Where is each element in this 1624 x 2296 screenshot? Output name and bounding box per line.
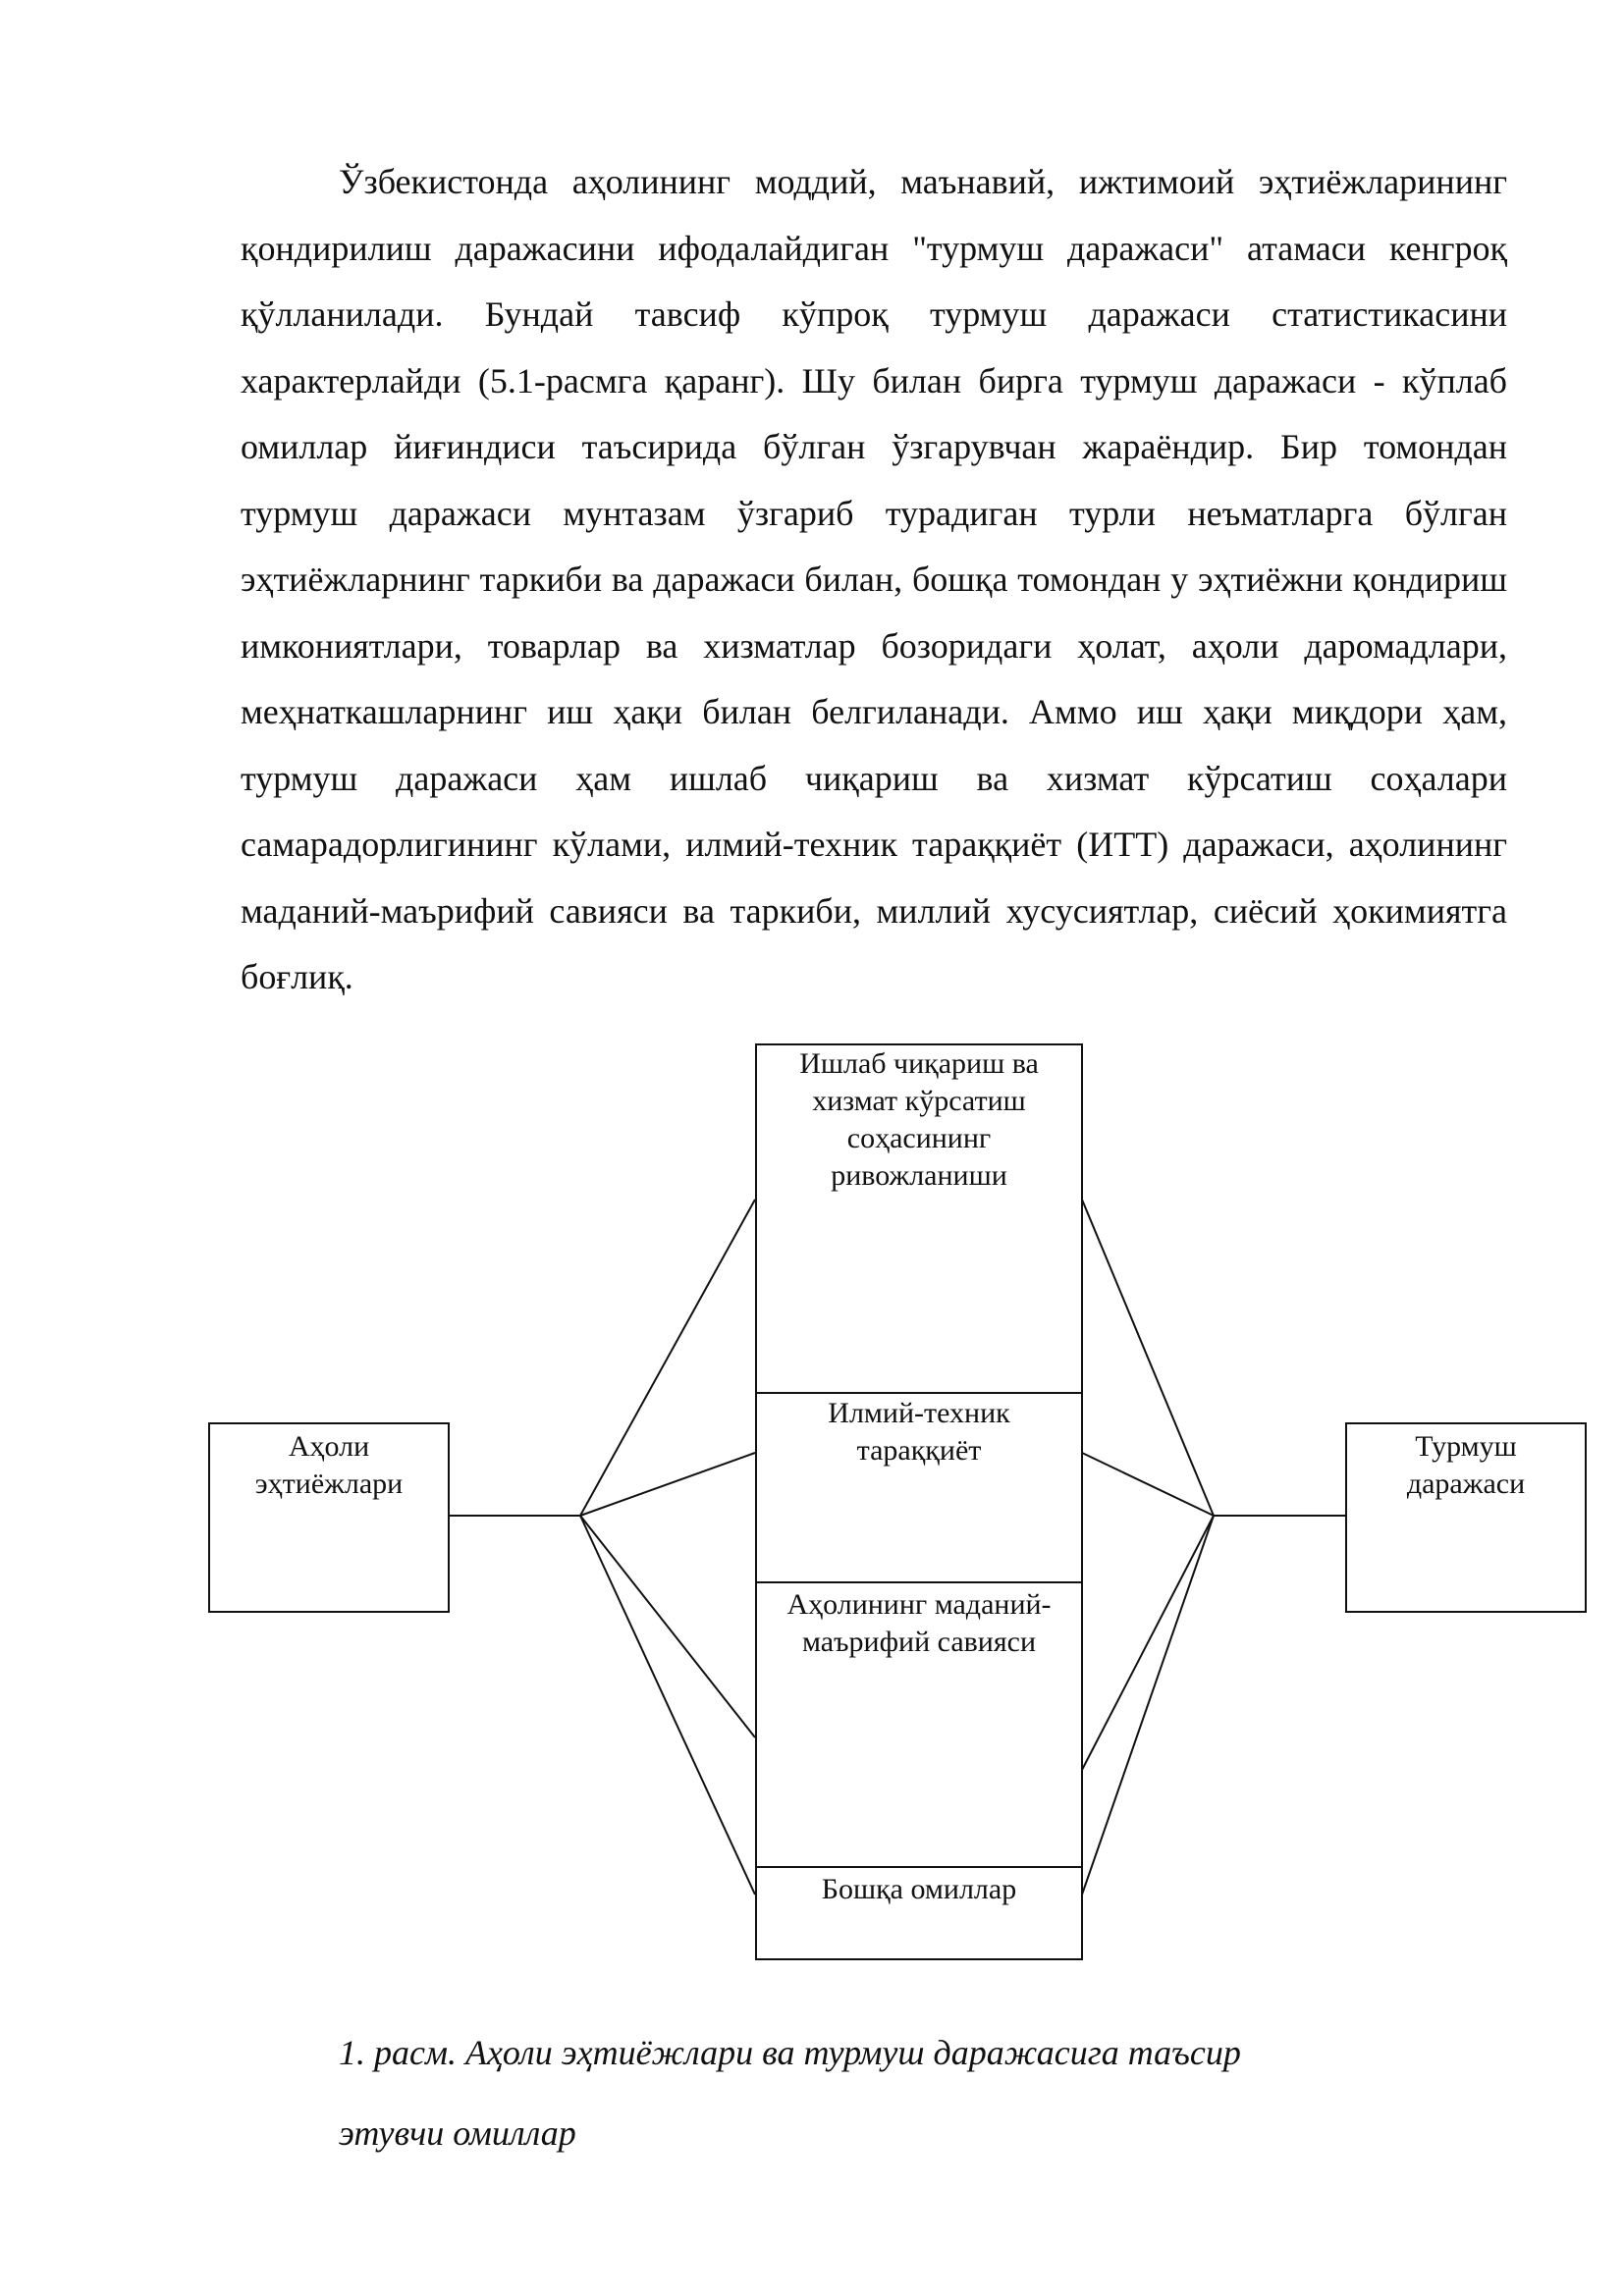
connector-right-factor-1: [1082, 1200, 1214, 1516]
factor-cultural-educational-level: [755, 1583, 1083, 1868]
body-paragraph: Ўзбекистонда аҳолининг моддий, маънавий, ижтимоий эҳтиёжларининг қондирилиш даражасини ифодалайдиган "турмуш даражаси" атамаси кенгроқ қўлланилади. Бундай тавсиф кўпроқ турмуш даражаси статистикасини характерлайди (5.1-расмга қаранг). Шу билан бирга турмуш даражаси - кўплаб омиллар йиғиндиси таъсирида бўлган ўзгарувчан жараёндир. Бир томондан турмуш даражаси мунтазам ўзгариб турадиган турли неъматларга бўлган эҳтиёжларнинг таркиби ва даражаси билан, бошқа томондан у эҳтиёжни қондириш имкониятлари, товарлар ва хизматлар бозоридаги ҳолат, аҳоли даромадлари, меҳнаткашларнинг иш ҳақи билан белгиланади. Аммо иш ҳақи миқдори ҳам, турмуш даражаси ҳам ишлаб чиқариш ва хизмат кўрсатиш соҳалари самарадорлигининг кўлами, илмий-техник тараққиёт (ИТТ) даражаси, аҳолининг маданий-маърифий савияси ва таркиби, миллий хусусиятлар, сиёсий ҳокимиятга боғлиқ.: [241, 162, 1507, 996]
connector-right-factor-2: [1082, 1453, 1214, 1516]
living-standard-label: Турмуш даражаси: [1406, 1430, 1526, 1500]
connector-right-factor-3: [1082, 1516, 1214, 1770]
factor-scientific-technical-progress: [755, 1394, 1083, 1583]
connector-right-factor-4: [1082, 1516, 1214, 1895]
factor-production-services: [755, 1043, 1083, 1394]
factors-column: [755, 1043, 1083, 1960]
connector-left-factor-2: [580, 1453, 755, 1516]
living-standard-box: [1345, 1422, 1587, 1613]
factor-other-label: Бошқа омиллар: [821, 1873, 1017, 1905]
population-needs-box: [208, 1422, 450, 1613]
figure-caption-line-2: этувчи омиллар: [339, 2113, 576, 2153]
connector-left-factor-1: [580, 1200, 755, 1516]
factor-cultural-educational-level-label: Аҳолининг маданий- маърифий савияси: [786, 1588, 1052, 1658]
population-needs-label: Аҳоли эҳтиёжлари: [254, 1430, 404, 1500]
factor-scientific-technical-progress-label: Илмий-техник тараққиёт: [828, 1397, 1010, 1467]
factor-other: [755, 1868, 1083, 1960]
factor-production-services-label: Ишлаб чиқариш ва хизмат кўрсатиш соҳасининг ривожланиши: [799, 1047, 1039, 1192]
figure-caption-line-1: 1. расм. Аҳоли эҳтиёжлари ва турмуш даражасига таъсир: [339, 2033, 1241, 2072]
figure-caption: [339, 2012, 1419, 2173]
